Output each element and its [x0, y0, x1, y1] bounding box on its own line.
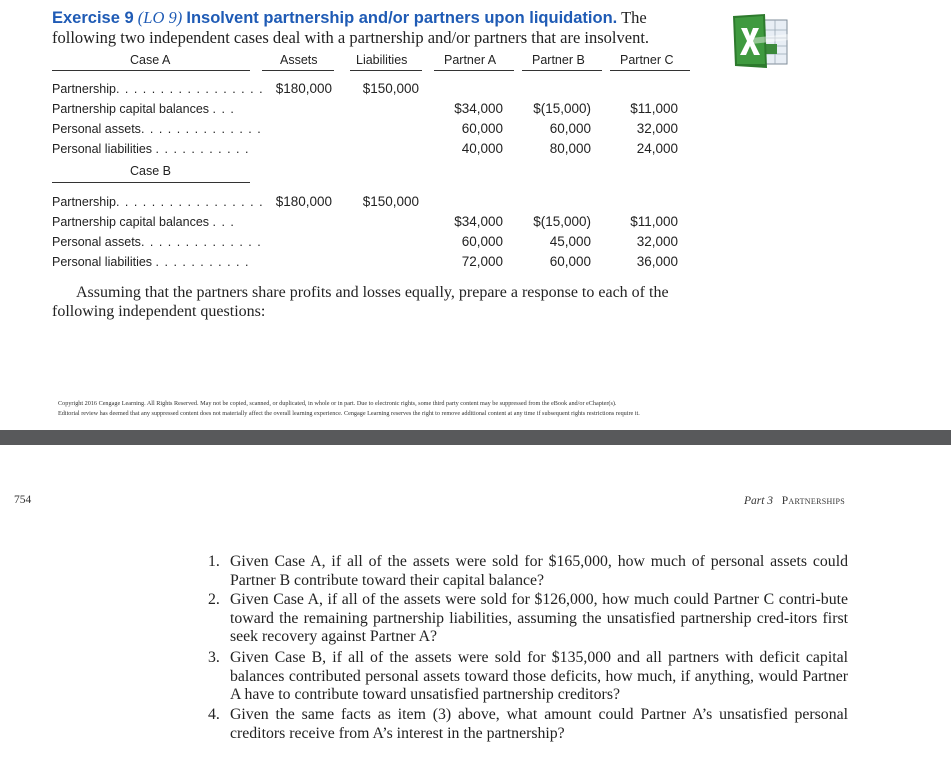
question-text: Given Case B, if all of the assets were sold for $135,000 and all partners with deficit capital balances contributed personal assets toward those deficits, how much, if anything, would Partner A have to contribute toward unsatisfied partnership creditors?	[230, 649, 848, 704]
case-a-row-label: Partnership. . . . . . . . . . . . . . . . .	[52, 82, 264, 96]
part-label: Part 3	[743, 495, 774, 507]
header-partner-b: Partner B	[532, 53, 585, 67]
case-b-partner-c: 32,000	[636, 234, 678, 249]
header-rule	[52, 70, 250, 71]
case-a-partner-c: 24,000	[636, 141, 678, 156]
case-b-assets: $180,000	[275, 194, 332, 209]
case-a-partner-b: 80,000	[549, 141, 591, 156]
case-b-partner-a: 60,000	[461, 234, 503, 249]
case-a-partner-c: 32,000	[636, 121, 678, 136]
copyright-notice	[58, 399, 888, 419]
exercise-topic: Insolvent partnership and/or partners upon liquidation.	[186, 9, 618, 27]
exercise-intro: following two independent cases deal with a partnership and/or partners that are insolvent.	[52, 28, 650, 47]
case-a-partner-a: 60,000	[461, 121, 503, 136]
question-item	[208, 553, 848, 590]
assumption-paragraph: Assuming that the partners share profits and losses equally, prepare a response to each of the following independent questions:	[52, 284, 669, 320]
header-liabilities: Liabilities	[356, 53, 408, 67]
case-b-rule	[52, 182, 250, 183]
case-a-partner-c: $11,000	[630, 101, 678, 116]
case-b-partner-b: 60,000	[549, 254, 591, 269]
question-item	[208, 706, 848, 743]
header-partner-c: Partner C	[620, 53, 674, 67]
case-b-partner-a: $34,000	[454, 214, 503, 229]
case-a-row-label: Personal liabilities . . . . . . . . . . .	[52, 142, 250, 156]
exercise-label: Exercise 9	[52, 9, 134, 27]
header-rule	[522, 70, 602, 71]
case-b-row-label: Personal assets. . . . . . . . . . . . . .	[52, 235, 262, 249]
case-b-row-label: Partnership capital balances . . .	[52, 215, 235, 229]
case-a-row-label: Personal assets. . . . . . . . . . . . . .	[52, 122, 262, 136]
exercise-intro-start: The	[621, 8, 647, 27]
case-a-row-label: Partnership capital balances . . .	[52, 102, 235, 116]
case-b-partner-b: $(15,000)	[533, 214, 591, 229]
case-a-assets: $180,000	[275, 81, 332, 96]
question-text: Given Case A, if all of the assets were sold for $126,000, how much could Partner C contri-bute toward the remaining partnership liabilities, assuming the unsatisfied partnership cred-itors first seek recovery against Partner A?	[230, 591, 848, 646]
case-b-partner-c: 36,000	[636, 254, 678, 269]
running-head	[744, 495, 845, 507]
question-number: 1.	[208, 553, 220, 570]
question-number: 4.	[208, 706, 220, 723]
question-number: 2.	[208, 591, 220, 608]
header-rule	[350, 70, 422, 71]
question-item	[208, 591, 848, 647]
header-case-a: Case A	[130, 53, 171, 67]
learning-objective: (LO 9)	[137, 8, 183, 27]
case-a-partner-a: 40,000	[461, 141, 503, 156]
case-b-partner-b: 45,000	[549, 234, 591, 249]
case-b-liabilities: $150,000	[362, 194, 419, 209]
case-b-partner-a: 72,000	[461, 254, 503, 269]
case-b-row-label: Personal liabilities . . . . . . . . . . .	[52, 255, 250, 269]
section-label: Partnerships	[781, 495, 845, 507]
case-b-label: Case B	[130, 164, 171, 178]
page-number: 754	[14, 494, 32, 506]
header-assets: Assets	[280, 53, 318, 67]
case-a-partner-b: 60,000	[549, 121, 591, 136]
case-a-partner-a: $34,000	[454, 101, 503, 116]
header-rule	[262, 70, 334, 71]
excel-icon[interactable]	[731, 14, 791, 70]
question-number: 3.	[208, 649, 220, 666]
case-a-partner-b: $(15,000)	[533, 101, 591, 116]
case-b-partner-c: $11,000	[630, 214, 678, 229]
copyright-line: Editorial review has deemed that any suppressed content does not materially affect the overall learning experience. Cengage Learning reserves the right to remove additional content at any time if subsequent rights restrictions require it.	[58, 410, 640, 417]
case-b-row-label: Partnership. . . . . . . . . . . . . . . . .	[52, 195, 264, 209]
question-text: Given Case A, if all of the assets were sold for $165,000, how much of personal assets could Partner B contribute toward their capital balance?	[230, 553, 848, 589]
question-text: Given the same facts as item (3) above, what amount could Partner A’s unsatisfied personal creditors receive from A’s interest in the partnership?	[230, 706, 848, 742]
header-rule	[434, 70, 514, 71]
header-partner-a: Partner A	[444, 53, 497, 67]
case-a-liabilities: $150,000	[362, 81, 419, 96]
header-rule	[610, 70, 690, 71]
copyright-line: Copyright 2016 Cengage Learning. All Rights Reserved. May not be copied, scanned, or duplicated, in whole or in part. Due to electronic rights, some third party content may be suppressed from the eBook and/or eChapter(s).	[58, 400, 617, 407]
page-divider	[0, 430, 951, 445]
question-item	[208, 649, 848, 705]
exercise-title	[52, 8, 647, 28]
